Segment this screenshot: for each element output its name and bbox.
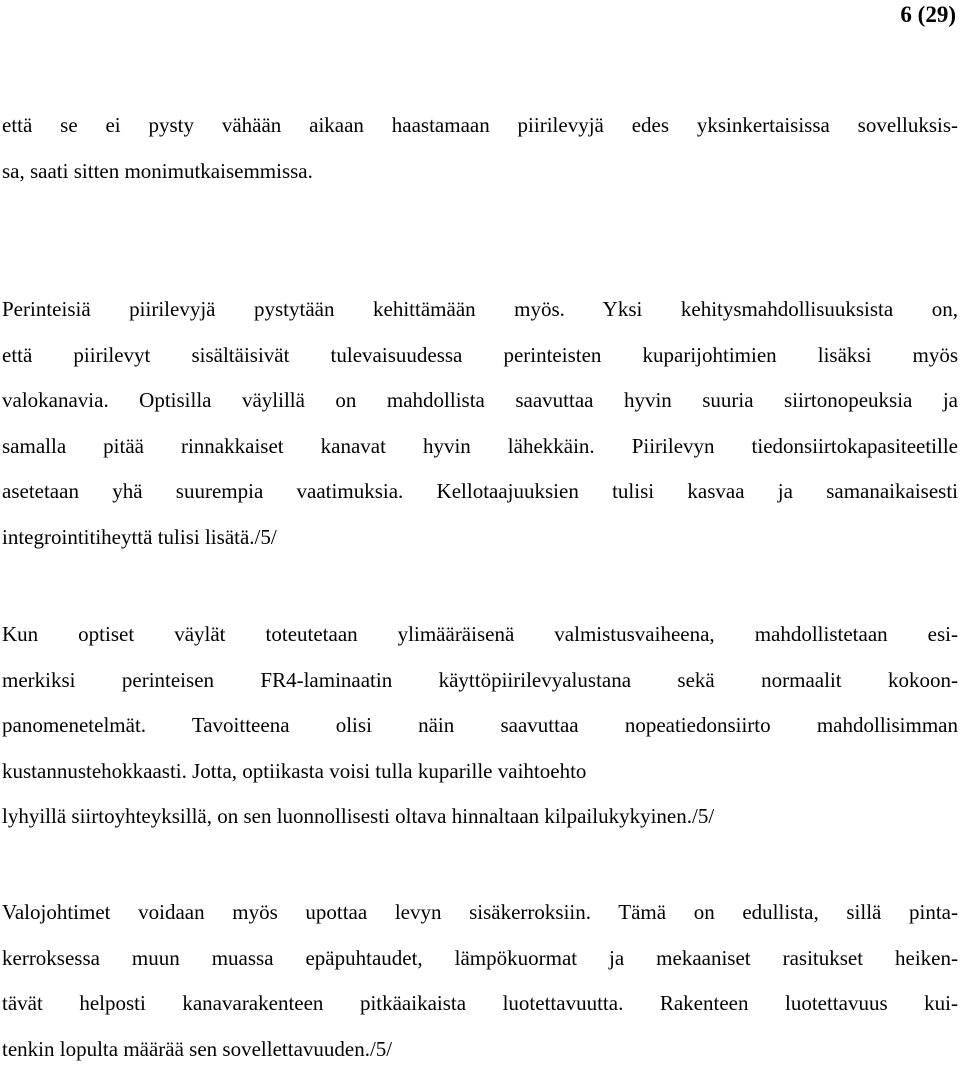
text-line: että piirilevyt sisältäisivät tulevaisuudessa perinteisten kuparijohtimien lisäksi myös (2, 333, 958, 379)
text-line: samalla pitää rinnakkaiset kanavat hyvin lähekkäin. Piirilevyn tiedonsiirtokapasiteetille (2, 424, 958, 470)
page-number: 6 (29) (900, 0, 956, 30)
text-line: sa, saati sitten monimutkaisemmissa. (2, 149, 958, 195)
text-line: lyhyillä siirtoyhteyksillä, on sen luonnollisesti oltava hinnaltaan kilpailukykyinen./5/ (2, 794, 958, 840)
text-line: kustannustehokkaasti. Jotta, optiikasta voisi tulla kuparille vaihtoehto (2, 749, 958, 795)
paragraph-3 (2, 612, 958, 840)
text-line: kerroksessa muun muassa epäpuhtaudet, lämpökuormat ja mekaaniset rasitukset heiken- (2, 936, 958, 982)
text-line: Valojohtimet voidaan myös upottaa levyn sisäkerroksiin. Tämä on edullista, sillä pinta- (2, 890, 958, 936)
text-line: Kun optiset väylät toteutetaan ylimääräisenä valmistusvaiheena, mahdollistetaan esi- (2, 612, 958, 658)
paragraph-1 (2, 103, 958, 194)
text-line: tävät helposti kanavarakenteen pitkäaikaista luotettavuutta. Rakenteen luotettavuus kui- (2, 981, 958, 1027)
text-line: integrointitiheyttä tulisi lisätä./5/ (2, 515, 958, 561)
text-line: valokanavia. Optisilla väylillä on mahdollista saavuttaa hyvin suuria siirtonopeuksia ja (2, 378, 958, 424)
text-line: panomenetelmät. Tavoitteena olisi näin saavuttaa nopeatiedonsiirto mahdollisimman (2, 703, 958, 749)
paragraph-4 (2, 890, 958, 1072)
text-line: Perinteisiä piirilevyjä pystytään kehittämään myös. Yksi kehitysmahdollisuuksista on, (2, 287, 958, 333)
text-line: asetetaan yhä suurempia vaatimuksia. Kellotaajuuksien tulisi kasvaa ja samanaikaisesti (2, 469, 958, 515)
text-line: että se ei pysty vähään aikaan haastamaan piirilevyjä edes yksinkertaisissa sovelluksis- (2, 103, 958, 149)
paragraph-2 (2, 287, 958, 560)
text-line: tenkin lopulta määrää sen sovellettavuuden./5/ (2, 1027, 958, 1072)
text-line: merkiksi perinteisen FR4-laminaatin käyttöpiirilevyalustana sekä normaalit kokoon- (2, 658, 958, 704)
